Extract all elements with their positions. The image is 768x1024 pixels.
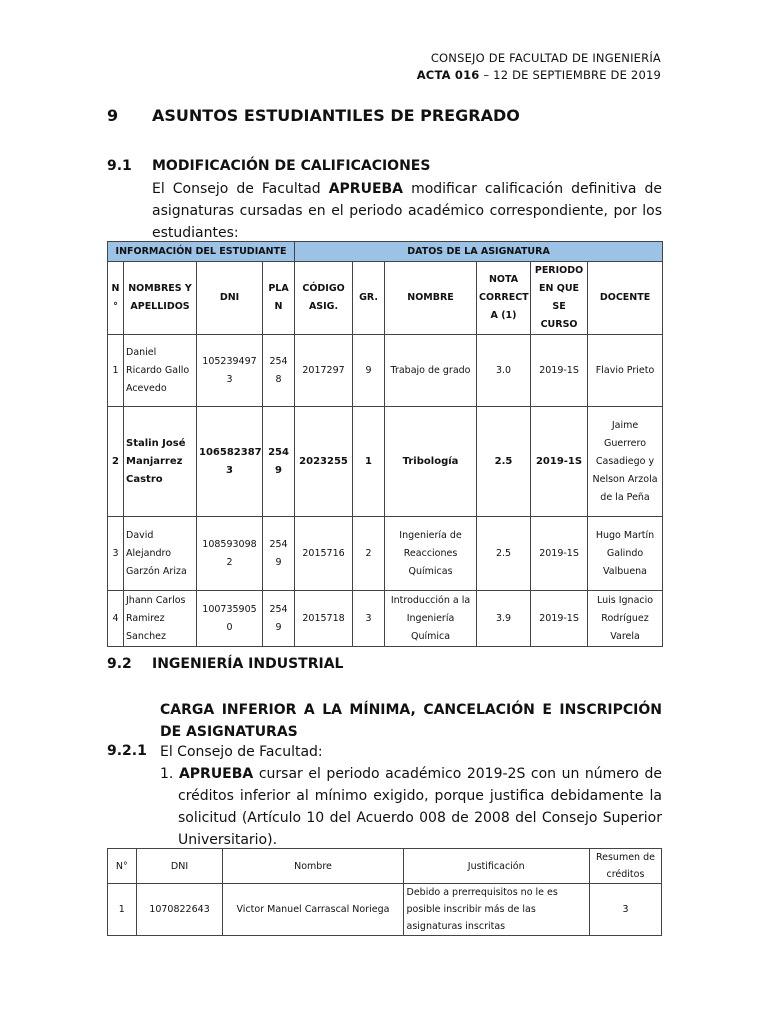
course-name: Ingeniería de Reacciones Químicas	[385, 517, 477, 591]
table-row	[108, 884, 662, 936]
course-name: Trabajo de grado	[385, 335, 477, 407]
course-period: 2019-1S	[531, 335, 588, 407]
col-dni: DNI	[197, 262, 263, 335]
course-group: 1	[353, 407, 385, 517]
student-dni: 108593098 2	[197, 517, 263, 591]
student-name: Stalin José Manjarrez Castro	[124, 407, 197, 517]
table-row	[108, 517, 663, 591]
grades-table	[107, 241, 663, 647]
col-name: Nombre	[223, 849, 403, 884]
course-code: 2023255	[295, 407, 353, 517]
section-9-2-1-intro: El Consejo de Facultad:	[160, 744, 323, 760]
acta-line	[417, 67, 661, 84]
item-number: 1.	[160, 766, 179, 782]
col-period: PERIODO EN QUE SE CURSO	[531, 262, 588, 335]
paragraph-text: El Consejo de Facultad	[152, 181, 329, 197]
row-number: 2	[108, 407, 124, 517]
student-name: David Alejandro Garzón Ariza	[124, 517, 197, 591]
course-group: 9	[353, 335, 385, 407]
section-9-2-title: INGENIERÍA INDUSTRIAL	[152, 656, 344, 672]
teacher-name: Flavio Prieto	[588, 335, 663, 407]
council-name: CONSEJO DE FACULTAD DE INGENIERÍA	[430, 51, 661, 65]
course-group: 2	[353, 517, 385, 591]
student-name: Jhann Carlos Ramirez Sanchez	[124, 591, 197, 647]
row-number: 3	[108, 517, 124, 591]
student-name: Victor Manuel Carrascal Noriega	[223, 884, 403, 936]
credits-table	[107, 848, 662, 936]
section-9-1-title: MODIFICACIÓN DE CALIFICACIONES	[152, 158, 431, 174]
col-group: GR.	[353, 262, 385, 335]
subsection-subtitle: CARGA INFERIOR A LA MÍNIMA, CANCELACIÓN E INSCRIPCIÓN DE ASIGNATURAS	[160, 702, 662, 740]
item-text: cursar el periodo académico 2019-2S con un número de créditos inferior al mínimo exigido, porque justifica debidamente la solicitud (Artículo 10 del Acuerdo 008 de 2008 del Consejo Superior Universitario).	[178, 766, 663, 848]
col-dni: DNI	[136, 849, 223, 884]
course-data-header: DATOS DE LA ASIGNATURA	[295, 242, 663, 262]
table-row	[108, 335, 663, 407]
student-dni: 1070822643	[136, 884, 223, 936]
course-name: Tribología	[385, 407, 477, 517]
course-period: 2019-1S	[531, 591, 588, 647]
teacher-name: Jaime Guerrero Casadiego y Nelson Arzola de la Peña	[588, 407, 663, 517]
student-name: Daniel Ricardo Gallo Acevedo	[124, 335, 197, 407]
table-row	[108, 591, 663, 647]
col-plan: PLA N	[263, 262, 295, 335]
approval-keyword: APRUEBA	[328, 181, 404, 197]
section-9-title: ASUNTOS ESTUDIANTILES DE PREGRADO	[152, 106, 520, 125]
justification-text: Debido a prerrequisitos no le es posible inscribir más de las asignaturas inscritas	[403, 884, 589, 936]
student-dni: 106582387 3	[197, 407, 263, 517]
table-row	[108, 407, 663, 517]
corrected-grade: 3.0	[477, 335, 531, 407]
document-header	[417, 50, 661, 84]
course-name: Introducción a la Ingeniería Química	[385, 591, 477, 647]
acta-number: ACTA 016	[416, 68, 480, 82]
corrected-grade: 2.5	[477, 517, 531, 591]
student-info-header: INFORMACIÓN DEL ESTUDIANTE	[108, 242, 295, 262]
col-grade: NOTA CORRECT A (1)	[477, 262, 531, 335]
course-period: 2019-1S	[531, 407, 588, 517]
row-number: 4	[108, 591, 124, 647]
row-number: 1	[108, 884, 137, 936]
course-code: 2015718	[295, 591, 353, 647]
approval-item	[160, 763, 662, 851]
acta-date: – 12 DE SEPTIEMBRE DE 2019	[479, 68, 661, 82]
teacher-name: Hugo Martín Galindo Valbuena	[588, 517, 663, 591]
course-group: 3	[353, 591, 385, 647]
course-period: 2019-1S	[531, 517, 588, 591]
col-code: CÓDIGO ASIG.	[295, 262, 353, 335]
section-9-1-paragraph	[152, 178, 662, 240]
col-course-name: NOMBRE	[385, 262, 477, 335]
approval-keyword: APRUEBA	[178, 766, 254, 782]
student-dni: 105239497 3	[197, 335, 263, 407]
student-plan: 254 9	[263, 591, 295, 647]
corrected-grade: 2.5	[477, 407, 531, 517]
col-credits-summary: Resumen de créditos	[589, 849, 661, 884]
teacher-name: Luis Ignacio Rodríguez Varela	[588, 591, 663, 647]
credits-value: 3	[589, 884, 661, 936]
student-plan: 254 9	[263, 517, 295, 591]
student-plan: 254 9	[263, 407, 295, 517]
corrected-grade: 3.9	[477, 591, 531, 647]
course-code: 2017297	[295, 335, 353, 407]
section-9-2-1-number: 9.2.1	[107, 743, 147, 759]
course-code: 2015716	[295, 517, 353, 591]
col-number: N°	[108, 849, 137, 884]
student-plan: 254 8	[263, 335, 295, 407]
section-9-1-number: 9.1	[107, 158, 132, 174]
col-justification: Justificación	[403, 849, 589, 884]
row-number: 1	[108, 335, 124, 407]
section-9-number: 9	[107, 106, 119, 125]
paragraph-text: modificar calificación definitiva de asignaturas cursadas en el periodo académico correspondiente, por los estudiantes:	[152, 181, 662, 240]
col-number: N °	[108, 262, 124, 335]
section-9-2-number: 9.2	[107, 656, 132, 672]
col-teacher: DOCENTE	[588, 262, 663, 335]
student-dni: 100735905 0	[197, 591, 263, 647]
col-names: NOMBRES Y APELLIDOS	[124, 262, 197, 335]
